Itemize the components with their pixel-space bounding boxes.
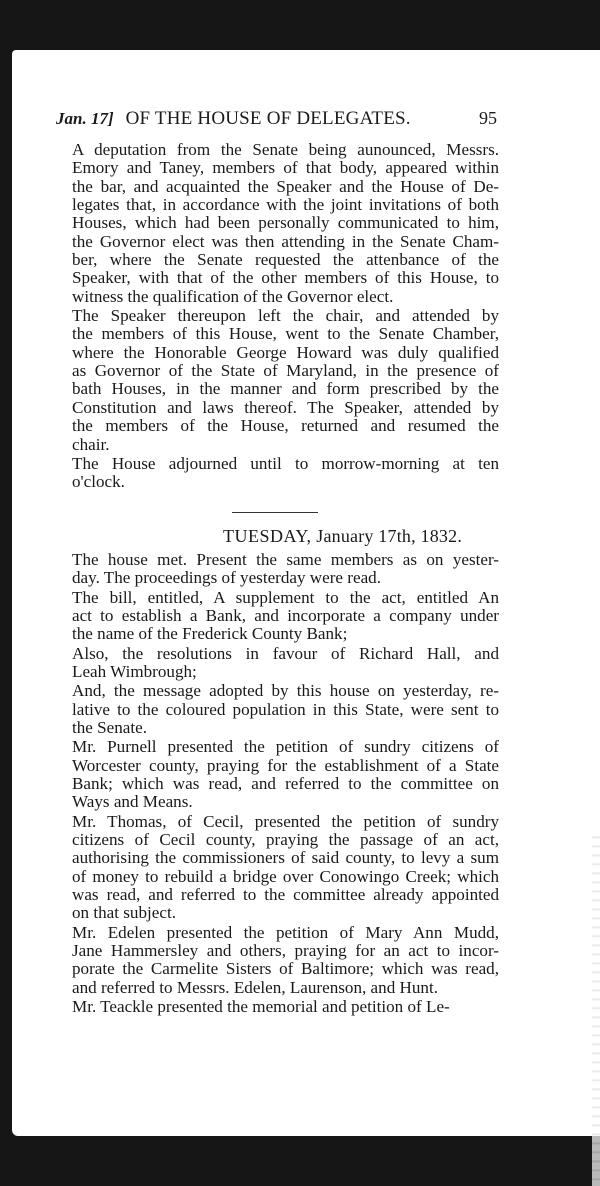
text-line: the name of the Frederick County Bank;	[72, 624, 348, 644]
text-line: Mr. Thomas, of Cecil, presented the petition of sundry	[72, 811, 499, 831]
text-line: the bar, and acquainted the Speaker and the House of De-	[72, 176, 499, 196]
paragraph	[54, 924, 499, 997]
text-line: witness the qualification of the Governor elect.	[72, 286, 394, 306]
text-line: lative to the coloured population in this State, were sent to	[72, 699, 499, 719]
paragraph	[54, 998, 499, 1016]
section-heading-day: TUESDAY,	[223, 525, 312, 546]
text-line: and referred to Messrs. Edelen, Laurenson, and Hunt.	[72, 977, 438, 997]
paragraph	[54, 813, 499, 923]
text-line: Constitution and laws thereof. The Speaker, attended by	[72, 397, 499, 417]
text-line: Mr. Teackle presented the memorial and petition of Le-	[72, 997, 450, 1017]
text-line: Leah Wimbrough;	[72, 661, 197, 681]
paragraph	[54, 645, 499, 682]
text-line: Houses, which had been personally communicated to him,	[72, 213, 499, 233]
text-line: And, the message adopted by this house on yesterday, re-	[72, 681, 499, 701]
text-column	[54, 108, 499, 1017]
section-heading-date: January 17th, 1832.	[316, 525, 463, 546]
text-line: Also, the resolutions in favour of Richard Hall, and	[72, 643, 499, 663]
text-line: on that subject.	[72, 903, 176, 923]
running-head	[56, 108, 499, 138]
text-line: Worcester county, praying for the establishment of a State	[72, 755, 499, 775]
text-line: o'clock.	[72, 472, 125, 492]
scanned-page	[12, 50, 600, 1136]
running-head-title: OF THE HOUSE OF DELEGATES.	[125, 108, 411, 129]
text-line: The Speaker thereupon left the chair, and attended by	[72, 306, 499, 326]
text-line: chair.	[72, 434, 110, 454]
text-line: The house met. Present the same members as on yester-	[72, 549, 499, 569]
text-line: The bill, entitled, A supplement to the act, entitled An	[72, 587, 499, 607]
proceedings-tuesday	[54, 551, 499, 1017]
text-line: day. The proceedings of yesterday were read.	[72, 568, 381, 588]
text-line: porate the Carmelite Sisters of Baltimore; which was read,	[72, 959, 499, 979]
text-line: bath Houses, in the manner and form prescribed by the	[72, 379, 499, 399]
section-heading	[223, 527, 499, 545]
text-line: ber, where the Senate requested the attenbance of the	[72, 250, 499, 270]
paragraph	[54, 455, 499, 492]
paragraph	[54, 141, 499, 306]
text-line: The House adjourned until to morrow-morning at ten	[72, 453, 499, 473]
text-line: the Senate.	[72, 717, 147, 737]
text-line: Bank; which was read, and referred to the committee on	[72, 774, 499, 793]
text-line: legates that, in accordance with the joint invitations of both	[72, 195, 499, 215]
text-line: of money to rebuild a bridge over Conowingo Creek; which	[72, 866, 499, 886]
text-line: Mr. Purnell presented the petition of sundry citizens of	[72, 737, 499, 757]
text-line: A deputation from the Senate being aunounced, Messrs.	[72, 140, 499, 159]
text-line: citizens of Cecil county, praying the passage of an act,	[72, 830, 499, 850]
text-line: Jane Hammersley and others, praying for an act to incor-	[72, 941, 499, 961]
body-text	[54, 141, 499, 1016]
paragraph	[54, 589, 499, 644]
paragraph	[54, 307, 499, 454]
paragraph	[54, 738, 499, 811]
text-line: act to establish a Bank, and incorporate a company under	[72, 605, 499, 625]
page-edge-shadow	[592, 830, 600, 1186]
paragraph	[54, 682, 499, 737]
text-line: was read, and referred to the committee already appointed	[72, 885, 499, 905]
section-divider	[232, 512, 318, 513]
text-line: the members of the House, returned and resumed the	[72, 416, 499, 436]
paragraph	[54, 551, 499, 588]
page-number: 95	[479, 108, 497, 128]
running-head-date: Jan. 17]	[56, 109, 114, 128]
text-line: Emory and Taney, members of that body, appeared within	[72, 158, 499, 178]
text-line: as Governor of the State of Maryland, in the presence of	[72, 361, 499, 381]
text-line: Mr. Edelen presented the petition of Mary Ann Mudd,	[72, 922, 499, 942]
text-line: authorising the commissioners of said county, to levy a sum	[72, 848, 499, 868]
text-line: the Governor elect was then attending in the Senate Cham-	[72, 231, 499, 251]
text-line: where the Honorable George Howard was duly qualified	[72, 342, 499, 362]
text-line: Ways and Means.	[72, 792, 193, 812]
text-line: Speaker, with that of the other members of this House, to	[72, 268, 499, 288]
text-line: the members of this House, went to the Senate Chamber,	[72, 324, 499, 344]
proceedings-monday	[54, 141, 499, 492]
